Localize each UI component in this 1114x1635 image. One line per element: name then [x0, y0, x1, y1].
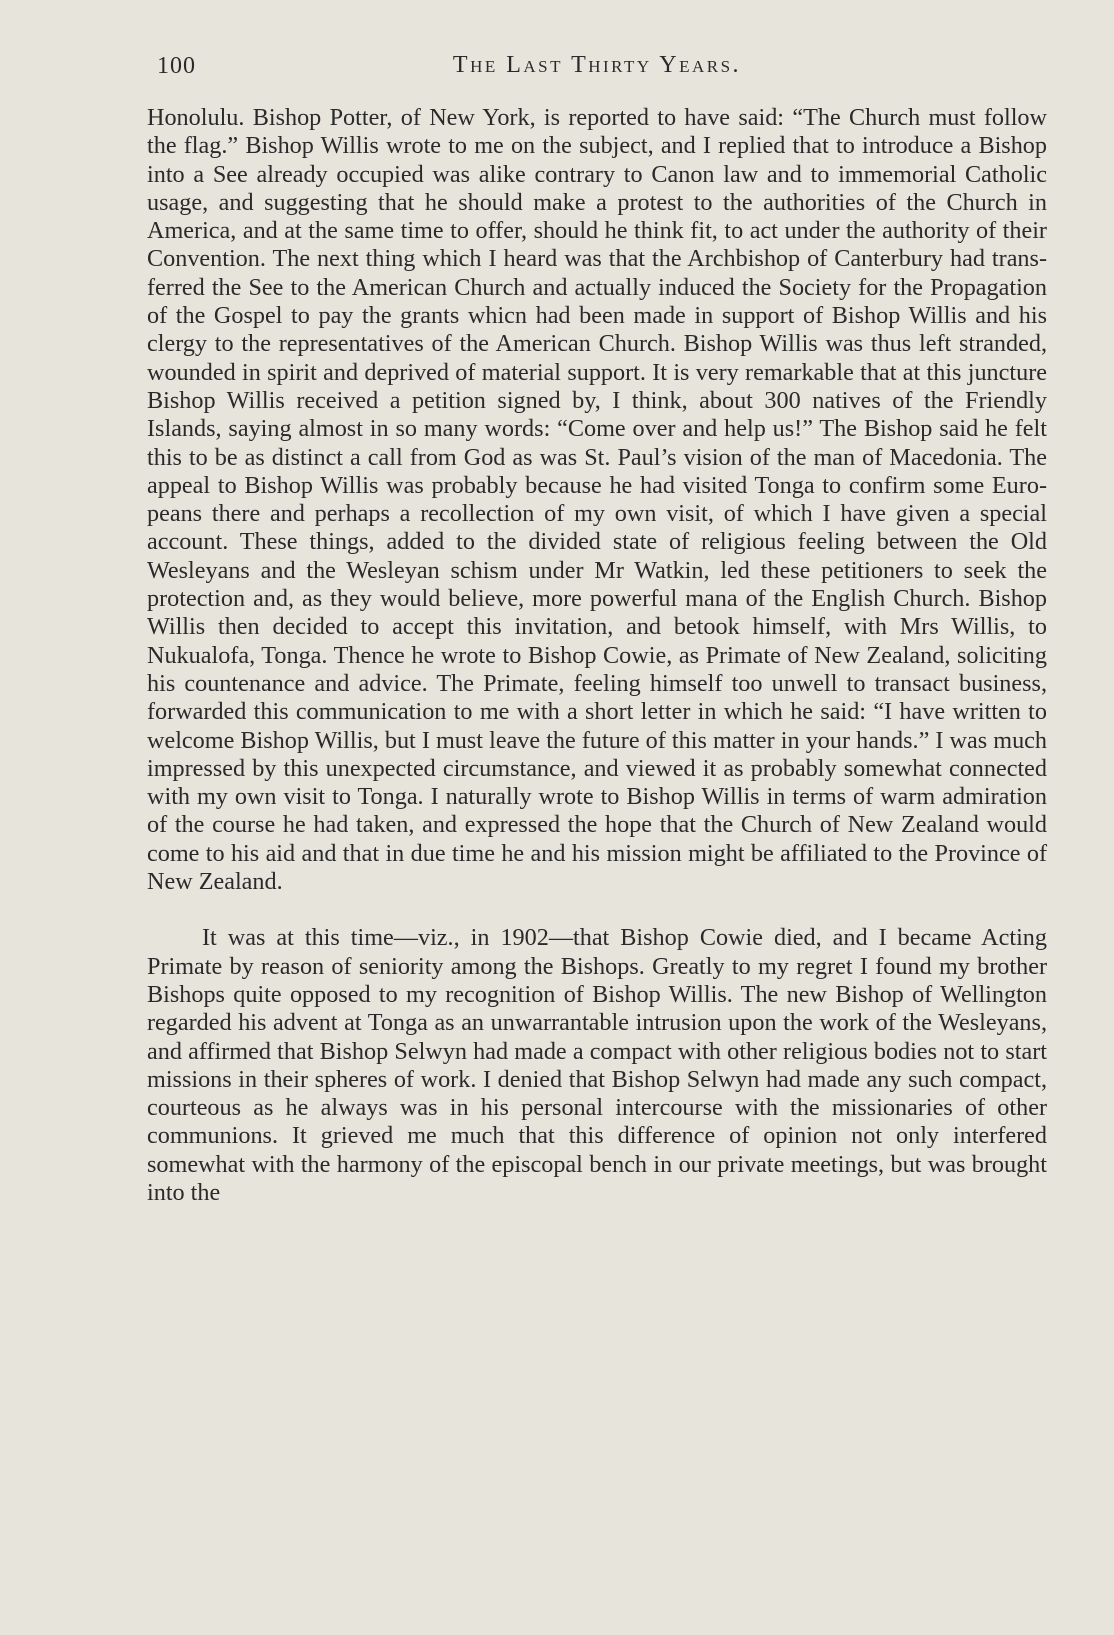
page-header [147, 48, 1047, 88]
page-number: 100 [157, 53, 196, 79]
body-text [147, 104, 1047, 1207]
paragraph: It was at this time—viz., in 1902—that Bishop Cowie died, and I became Acting Primate by reason of seniority among the Bishops. Greatly to my regret I found my brother Bishops quite opposed to my recognition of Bishop Willis. The new Bishop of Wellington regarded his advent at Tonga as an unwarrantable intrusion upon the work of the Wesleyans, and affirmed that Bishop Selwyn had made a compact with other religious bodies not to start missions in their spheres of work. I denied that Bishop Selwyn had made any such compact, courteous as he always was in his personal intercourse with the missionaries of other communions. It grieved me much that this difference of opinion not only interfered somewhat with the harmony of the episcopal bench in our private meetings, but was brought into the [147, 924, 1047, 1206]
paragraph: Honolulu. Bishop Potter, of New York, is reported to have said: “The Church must follow the flag.” Bishop Willis wrote to me on the subject, and I replied that to introduce a Bishop into a See already occupied was alike contrary to Canon law and to immemorial Catholic usage, and suggesting that he should make a protest to the authorities of the Church in America, and at the same time to offer, should he think fit, to act under the authority of their Convention. The next thing which I heard was that the Archbishop of Canterbury had transferred the See to the American Church and actually induced the Society for the Propagation of the Gospel to pay the grants whicn had been made in support of Bishop Willis and his clergy to the representatives of the American Church. Bishop Willis was thus left stranded, wounded in spirit and deprived of material support. It is very remarkable that at this juncture Bishop Willis received a petition signed by, I think, about 300 natives of the Friendly Islands, saying almost in so many words: “Come over and help us!” The Bishop said he felt this to be as distinct a call from God as was St. Paul’s vision of the man of Macedonia. The appeal to Bishop Willis was probably because he had visited Tonga to confirm some Europeans there and perhaps a recollection of my own visit, of which I have given a special account. These things, added to the divided state of religious feeling between the Old Wesleyans and the Wesleyan schism under Mr Watkin, led these petitioners to seek the protection and, as they would believe, more powerful mana of the English Church. Bishop Willis then decided to accept this invitation, and betook himself, with Mrs Willis, to Nukualofa, Tonga. Thence he wrote to Bishop Cowie, as Primate of New Zealand, soliciting his countenance and advice. The Primate, feeling himself too unwell to transact business, forwarded this communication to me with a short letter in which he said: “I have written to welcome Bishop Willis, but I must leave the future of this matter in your hands.” I was much impressed by this unexpected circumstance, and viewed it as probably somewhat connected with my own visit to Tonga. I naturally wrote to Bishop Willis in terms of warm admiration of the course he had taken, and expressed the hope that the Church of New Zealand would come to his aid and that in due time he and his mission might be affiliated to the Province of New Zealand. [147, 104, 1047, 896]
running-title: The Last Thirty Years. [452, 52, 742, 78]
